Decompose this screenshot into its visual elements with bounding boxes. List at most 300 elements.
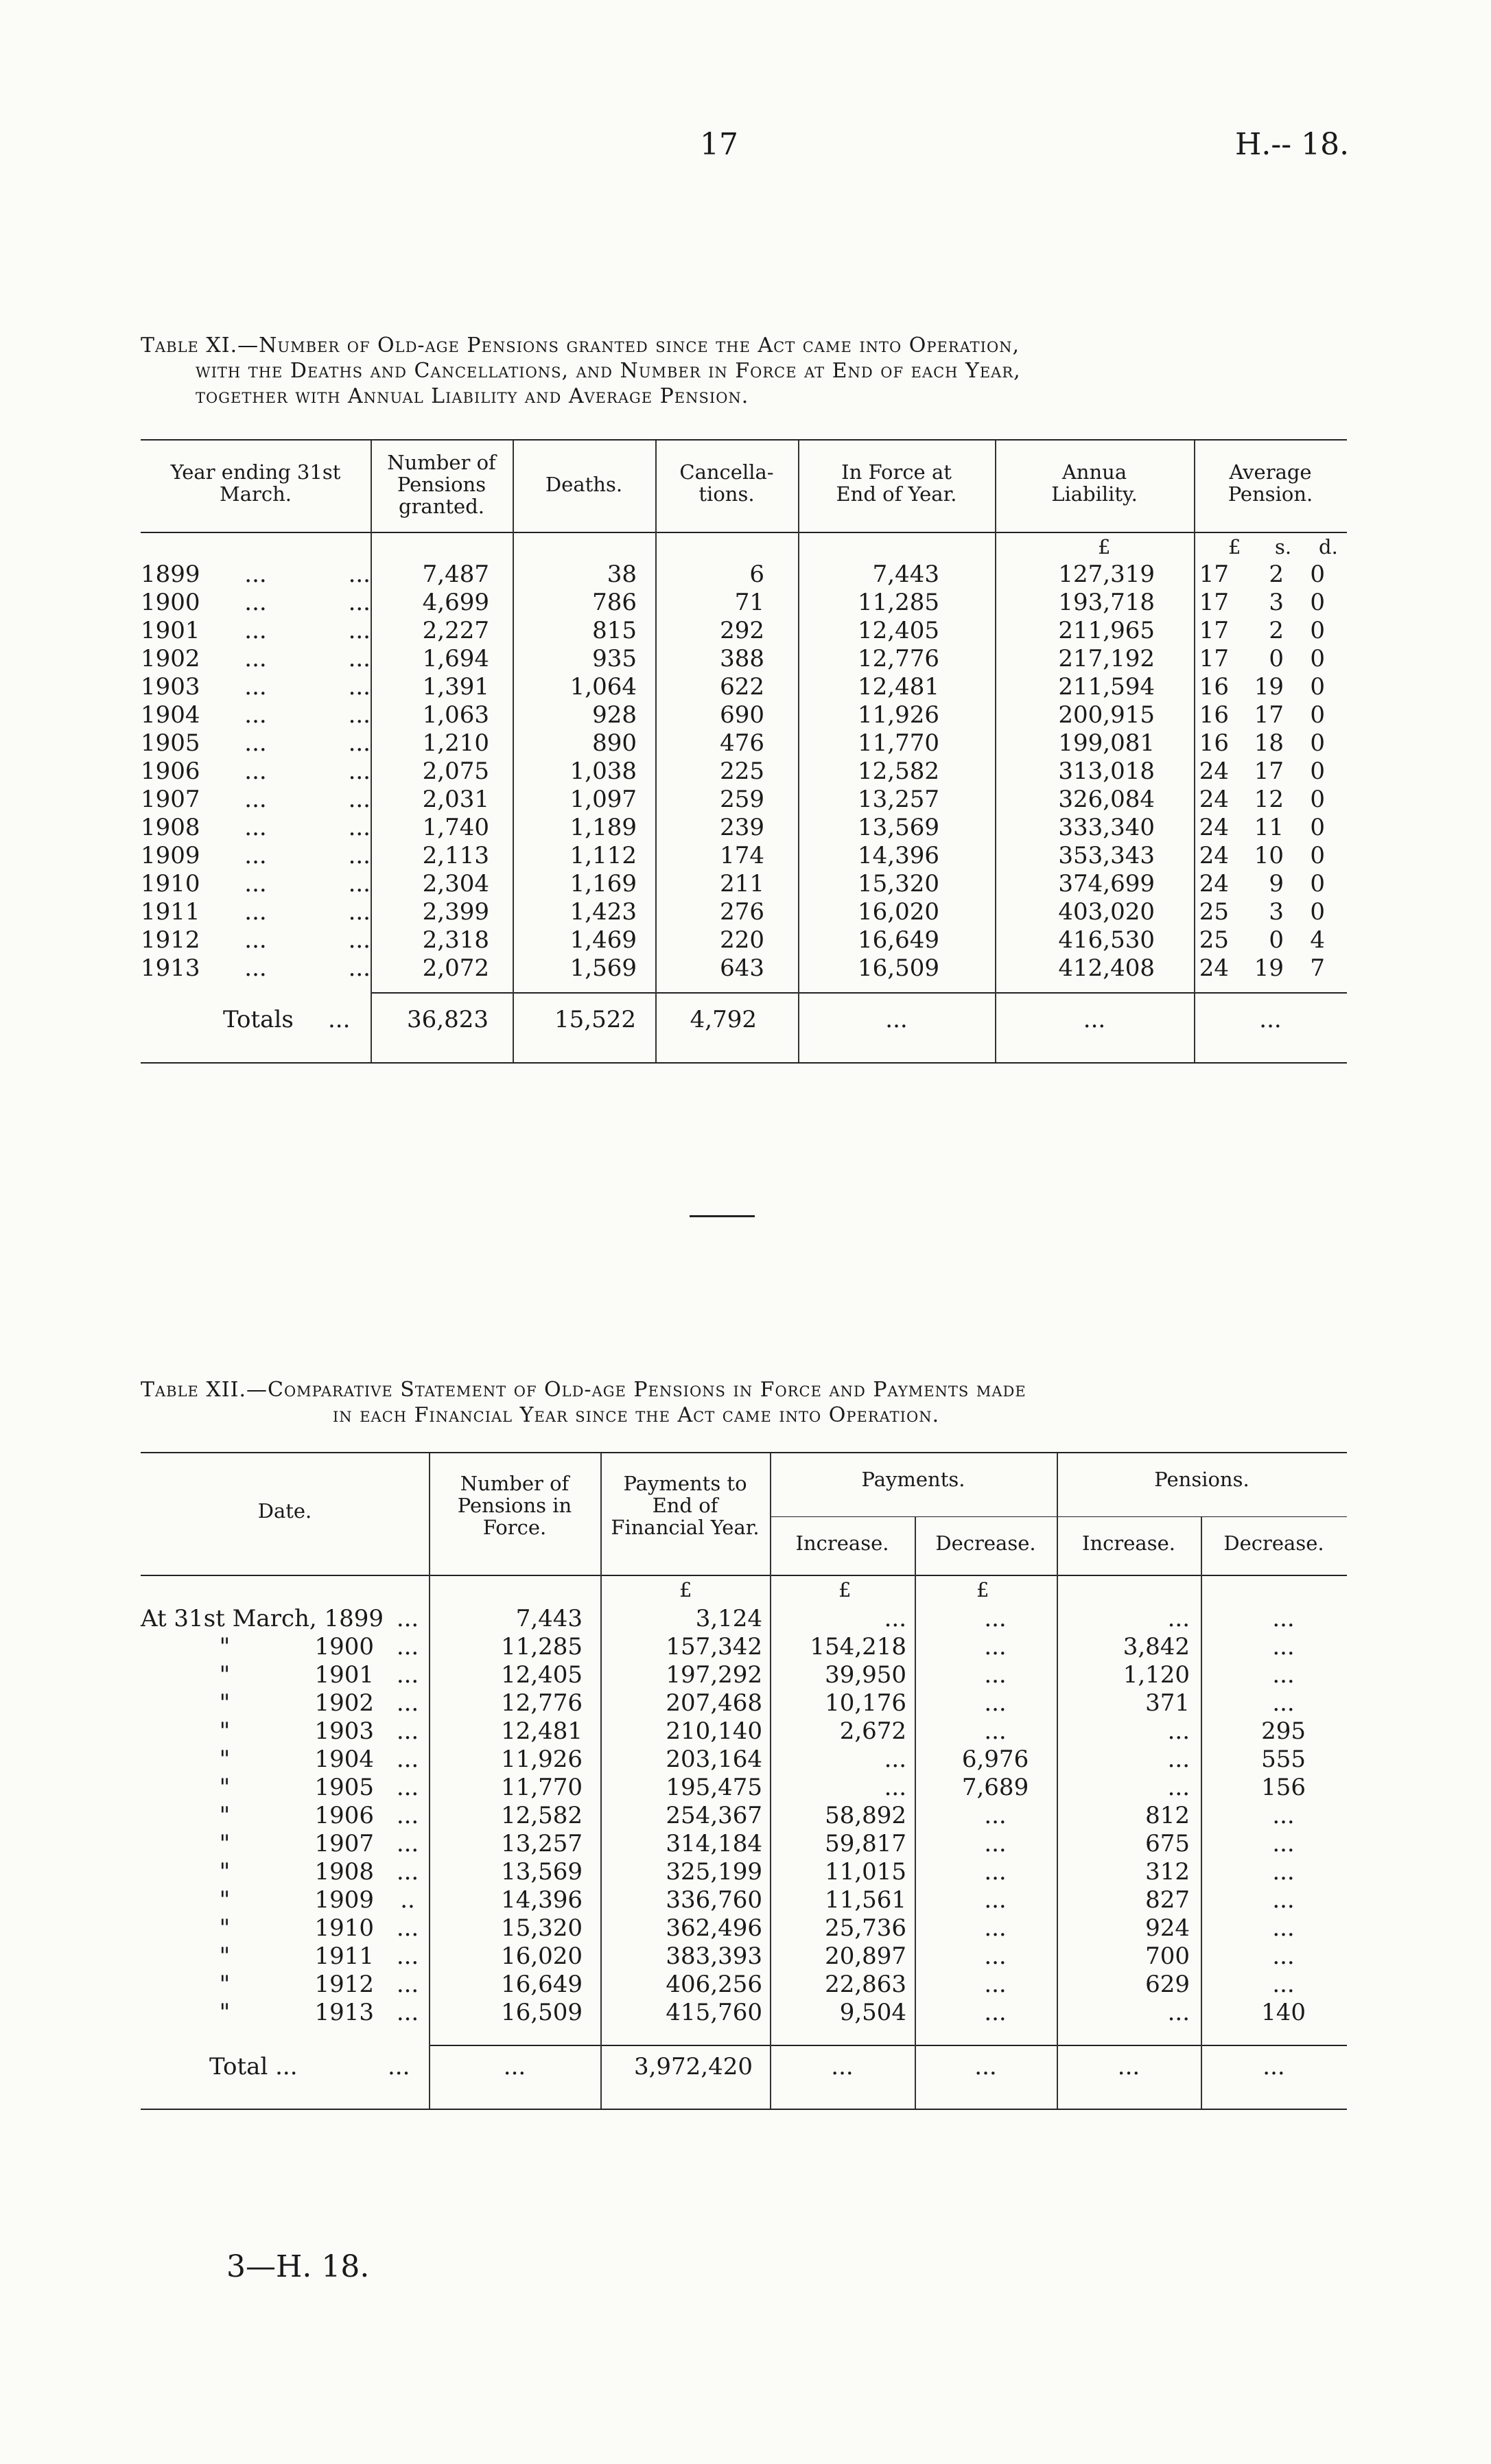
- table-12-spacer: [762, 1773, 779, 1801]
- table-11-cell-cancellations: 622: [720, 672, 764, 701]
- table-11-spacer: [1155, 672, 1195, 701]
- table-11-cell-shillings: 17: [1254, 757, 1284, 785]
- table-11-header-year: Year ending 31st March.: [170, 460, 341, 506]
- table-12-cell-year: 1910: [314, 1914, 374, 1942]
- table-12-cell-pay-inc: 2,672: [839, 1717, 907, 1745]
- table-12-cell-year: 1901: [314, 1661, 374, 1689]
- table-12-spacer: [1190, 1661, 1210, 1689]
- table-11-cell-pounds: 17: [1199, 616, 1229, 644]
- table-12-spacer: [583, 1886, 610, 1914]
- table-12-cell-dots: ...: [396, 1745, 419, 1773]
- table-12-spacer: [1190, 1689, 1210, 1717]
- table-11-row: [141, 785, 1325, 813]
- table-11-header-liability: Annua Liability.: [1051, 460, 1138, 506]
- table-11-spacer: [764, 897, 799, 926]
- table-11-spacer: [764, 672, 799, 701]
- table-11-spacer: [489, 841, 513, 869]
- table-12-cell-pay-dec: ...: [984, 1942, 1007, 1970]
- table-12-row: [141, 1661, 1357, 1689]
- table-12-cell-payments: 195,475: [666, 1773, 763, 1801]
- table-11-cell-cancellations: 211: [720, 869, 764, 897]
- table-11-cell-shillings: 12: [1254, 785, 1284, 813]
- table-11-top-rule: [141, 439, 1347, 441]
- table-11-caption-line-1: Table XI.—Number of Old-age Pensions granted since the Act came into Operation,: [141, 333, 1020, 357]
- table-12-cell-pen-inc: 924: [1145, 1914, 1190, 1942]
- table-12-spacer: [583, 1998, 610, 2026]
- table-12-spacer: [906, 1632, 924, 1661]
- table-12-spacer: [1190, 1914, 1210, 1942]
- table-11-spacer: [637, 616, 656, 644]
- table-11-spacer: [1229, 785, 1244, 813]
- table-11-cell-shillings: 3: [1269, 588, 1284, 616]
- table-11-total-average: ...: [1259, 1006, 1282, 1033]
- table-12-spacer: [432, 1604, 438, 1632]
- table-12-cell-pay-dec: ...: [984, 1717, 1007, 1745]
- table-12-spacer: [1190, 1745, 1210, 1773]
- table-12-cell-year: 1907: [314, 1829, 374, 1857]
- table-12-cell-payments: 314,184: [666, 1829, 763, 1857]
- table-11-total-granted: 36,823: [407, 1006, 489, 1033]
- table-11-cell-granted: 2,031: [422, 785, 489, 813]
- table-12-cell-year: 1904: [314, 1745, 374, 1773]
- table-11-cell-liability: 374,699: [1058, 869, 1155, 897]
- table-12-cell-pen-dec: ...: [1272, 1829, 1295, 1857]
- table-12-spacer: [583, 1970, 610, 1998]
- table-12-spacer: [1190, 1717, 1210, 1745]
- table-11-spacer: [764, 644, 799, 672]
- table-12-cell-date: [141, 1801, 384, 1829]
- table-11-cell-deaths: 1,064: [570, 672, 637, 701]
- table-11-cell-dots1: ...: [244, 954, 267, 982]
- table-11-unit-shillings: s.: [1275, 535, 1292, 559]
- table-12-unit-decrease: £: [976, 1578, 989, 1601]
- table-11-cell-year: 1906: [141, 757, 200, 785]
- table-11-cell-dots2: ...: [348, 560, 371, 588]
- table-11-spacer: [489, 785, 513, 813]
- table-11-spacer: [1155, 701, 1195, 729]
- table-12-spacer: [1190, 1886, 1210, 1914]
- table-11-spacer: [489, 926, 513, 954]
- table-11-spacer: [939, 897, 996, 926]
- table-11-cell-dots2: ...: [348, 813, 371, 841]
- table-12-spacer: [762, 1857, 779, 1886]
- table-11-spacer: [939, 785, 996, 813]
- table-11-cell-pence: 0: [1310, 785, 1325, 813]
- table-11-spacer: [637, 841, 656, 869]
- table-12-spacer: [906, 1604, 924, 1632]
- table-12-cell-year: 1905: [314, 1773, 374, 1801]
- table-12-cell-pen-inc: 1,120: [1123, 1661, 1190, 1689]
- table-11-spacer: [939, 588, 996, 616]
- table-11-spacer: [1284, 560, 1298, 588]
- table-11-spacer: [1155, 954, 1195, 982]
- table-12-spacer: [1190, 1942, 1210, 1970]
- table-11-cell-deaths: 1,423: [570, 897, 637, 926]
- table-11-spacer: [1229, 813, 1244, 841]
- table-11-row: [141, 926, 1325, 954]
- table-12-spacer: [583, 1829, 610, 1857]
- table-11-cell-pence: 4: [1310, 926, 1325, 954]
- table-12-row: [141, 1717, 1357, 1745]
- table-12-cell-dots: ...: [396, 1717, 419, 1745]
- table-12-cell-pen-inc: 312: [1145, 1857, 1190, 1886]
- table-12-cell-date: [141, 1689, 384, 1717]
- table-12-spacer: [906, 1914, 924, 1942]
- table-12-cell-date: [141, 1914, 384, 1942]
- table-12-spacer: [762, 1604, 779, 1632]
- table-11-spacer: [489, 869, 513, 897]
- table-11-cell-deaths: 1,112: [570, 841, 637, 869]
- table-11-cell-dots2: ...: [348, 672, 371, 701]
- table-11-spacer: [637, 954, 656, 982]
- table-12-spacer: [906, 1998, 924, 2026]
- table-11-cell-dots2: ...: [348, 644, 371, 672]
- table-12-cell-dots: ...: [396, 1604, 419, 1632]
- table-11-row: [141, 644, 1325, 672]
- table-12-spacer: [762, 1717, 779, 1745]
- table-11-cell-dots1: ...: [244, 813, 267, 841]
- table-12-spacer: [762, 1801, 779, 1829]
- table-11-cell-liability: 353,343: [1058, 841, 1155, 869]
- table-11-spacer: [1229, 616, 1244, 644]
- table-11-spacer: [637, 785, 656, 813]
- table-11-spacer: [764, 757, 799, 785]
- table-11-cell-in-force: 11,285: [858, 588, 939, 616]
- table-12-row: [141, 1632, 1357, 1661]
- table-12-spacer: [1190, 1773, 1210, 1801]
- table-11-spacer: [939, 729, 996, 757]
- table-11-spacer: [489, 616, 513, 644]
- table-11-cell-deaths: 1,189: [570, 813, 637, 841]
- table-11-total-deaths: 15,522: [554, 1006, 636, 1033]
- table-11-spacer: [939, 644, 996, 672]
- table-11-spacer: [939, 616, 996, 644]
- table-12-cell-in-force: 16,509: [501, 1998, 583, 2026]
- table-11-cell-liability: 326,084: [1058, 785, 1155, 813]
- table-12-cell-pen-dec: ...: [1272, 1970, 1295, 1998]
- table-11-cell-pence: 0: [1310, 841, 1325, 869]
- table-12-cell-pay-dec: 6,976: [961, 1745, 1029, 1773]
- table-12-cell-year: 1911: [314, 1942, 374, 1970]
- table-12-cell-dots: ...: [396, 1942, 419, 1970]
- table-11-cell-pence: 7: [1310, 954, 1325, 982]
- table-12-spacer: [432, 1886, 438, 1914]
- table-11-total-liability: ...: [1083, 1006, 1106, 1033]
- table-12-spacer: [906, 1801, 924, 1829]
- table-12-cell-year: 1908: [314, 1857, 374, 1886]
- table-11-spacer: [1155, 588, 1195, 616]
- table-12-spacer: [583, 1717, 610, 1745]
- table-11-spacer: [939, 560, 996, 588]
- table-12-cell-pen-dec: ...: [1272, 1801, 1295, 1829]
- table-11-cell-shillings: 10: [1254, 841, 1284, 869]
- table-11-spacer: [1284, 588, 1298, 616]
- table-11-cell-cancellations: 276: [720, 897, 764, 926]
- table-11-cell-dots1: ...: [244, 729, 267, 757]
- table-11-cell-granted: 1,063: [422, 701, 489, 729]
- table-11-spacer: [1284, 926, 1298, 954]
- table-11-header-cancellations: Cancella- tions.: [679, 460, 774, 506]
- table-11-cell-deaths: 1,097: [570, 785, 637, 813]
- table-12-cell-date: [141, 1717, 384, 1745]
- table-11-cell-shillings: 3: [1269, 897, 1284, 926]
- table-11-cell-dots2: ...: [348, 616, 371, 644]
- table-11-cell-in-force: 15,320: [858, 869, 939, 897]
- ditto-mark: ": [219, 1970, 231, 1998]
- table-12-spacer: [906, 1886, 924, 1914]
- table-12-cell-payments: 383,393: [666, 1942, 763, 1970]
- table-12-spacer: [432, 1632, 438, 1661]
- table-11-spacer: [764, 729, 799, 757]
- table-12-header-payments-group: Payments.: [861, 1468, 965, 1491]
- table-11-spacer: [939, 813, 996, 841]
- table-12-cell-pen-dec: 295: [1261, 1717, 1306, 1745]
- table-12-cell-in-force: 14,396: [501, 1886, 583, 1914]
- table-11-spacer: [1155, 926, 1195, 954]
- table-11-cell-cancellations: 239: [720, 813, 764, 841]
- table-11-cell-cancellations: 476: [720, 729, 764, 757]
- table-12-totals-label-dots: ...: [388, 2053, 410, 2080]
- table-12-cell-in-force: 11,770: [501, 1773, 583, 1801]
- table-11-spacer: [764, 616, 799, 644]
- table-11-cell-dots1: ...: [244, 869, 267, 897]
- table-12-spacer: [583, 1857, 610, 1886]
- table-12-row: [141, 1801, 1357, 1829]
- table-12-cell-pen-dec: ...: [1272, 1604, 1295, 1632]
- table-12-cell-pay-dec: ...: [984, 1886, 1007, 1914]
- table-12-spacer: [432, 1661, 438, 1689]
- table-12-cell-date: [141, 1886, 384, 1914]
- table-11-cell-pounds: 17: [1199, 588, 1229, 616]
- table-12-row: [141, 1829, 1357, 1857]
- table-12-cell-in-force: 12,582: [501, 1801, 583, 1829]
- table-11-cell-in-force: 12,776: [858, 644, 939, 672]
- table-11-spacer: [1229, 897, 1244, 926]
- table-12-total-payments-decrease: ...: [974, 2053, 997, 2080]
- table-11-cell-granted: 2,227: [422, 616, 489, 644]
- table-12-cell-date: [141, 1970, 384, 1998]
- table-12-cell-in-force: 11,926: [501, 1745, 583, 1773]
- table-11-cell-granted: 2,075: [422, 757, 489, 785]
- table-11-spacer: [1229, 926, 1244, 954]
- table-11-spacer: [1284, 897, 1298, 926]
- table-12-cell-payments: 325,199: [666, 1857, 763, 1886]
- table-12-header-payments-increase: Increase.: [795, 1532, 889, 1555]
- table-12-cell-pay-dec: 7,689: [961, 1773, 1029, 1801]
- table-11-spacer: [939, 701, 996, 729]
- table-11-cell-liability: 313,018: [1058, 757, 1155, 785]
- table-11-spacer: [939, 869, 996, 897]
- table-11-cell-granted: 1,391: [422, 672, 489, 701]
- table-12-cell-pay-inc: 154,218: [810, 1632, 907, 1661]
- table-11-cell-dots1: ...: [244, 897, 267, 926]
- table-12-header-payments-decrease: Decrease.: [935, 1532, 1036, 1555]
- table-11-cell-in-force: 16,649: [858, 926, 939, 954]
- table-11-spacer: [637, 897, 656, 926]
- table-12-total-payments-increase: ...: [831, 2053, 854, 2080]
- table-11-cell-dots2: ...: [348, 897, 371, 926]
- table-12-cell-date: [141, 1745, 384, 1773]
- table-11-spacer: [1155, 869, 1195, 897]
- table-11-caption: [141, 333, 1348, 409]
- table-12-cell-pen-inc: 827: [1145, 1886, 1190, 1914]
- table-11-cell-pounds: 25: [1199, 897, 1229, 926]
- table-12-cell-pen-dec: ...: [1272, 1857, 1295, 1886]
- table-11-cell-pounds: 16: [1199, 729, 1229, 757]
- table-12-spacer: [906, 1689, 924, 1717]
- table-12-spacer: [432, 1801, 438, 1829]
- table-12-spacer: [583, 1632, 610, 1661]
- table-11-cell-year: 1909: [141, 841, 200, 869]
- table-12-cell-pen-dec: ...: [1272, 1689, 1295, 1717]
- table-11-spacer: [1155, 560, 1195, 588]
- table-12-cell-payments: 406,256: [666, 1970, 763, 1998]
- ditto-mark: ": [219, 1886, 231, 1914]
- table-12-cell-dots: ...: [396, 1857, 419, 1886]
- table-12-cell-pen-inc: 629: [1145, 1970, 1190, 1998]
- table-11-cell-dots2: ...: [348, 757, 371, 785]
- table-11-cell-shillings: 17: [1254, 701, 1284, 729]
- table-11-cell-granted: 1,210: [422, 729, 489, 757]
- table-12-cell-dots: ...: [396, 1773, 419, 1801]
- table-11-cell-year: 1899: [141, 560, 200, 588]
- table-11-cell-granted: 2,304: [422, 869, 489, 897]
- table-11-cell-shillings: 19: [1254, 672, 1284, 701]
- table-12-cell-payments: 210,140: [666, 1717, 763, 1745]
- table-11-row: [141, 813, 1325, 841]
- table-12-spacer: [762, 1661, 779, 1689]
- table-11-cell-deaths: 1,038: [570, 757, 637, 785]
- table-12-caption-line-2: in each Financial Year since the Act came into Operation.: [333, 1403, 940, 1427]
- table-12-spacer: [432, 1914, 438, 1942]
- table-11-cell-liability: 333,340: [1058, 813, 1155, 841]
- table-11-unit-pence: d.: [1319, 535, 1338, 559]
- table-12-cell-payments: 207,468: [666, 1689, 763, 1717]
- ditto-mark: ": [219, 1914, 231, 1942]
- table-12-cell-date: [141, 1857, 384, 1886]
- table-11-body: [141, 560, 1325, 982]
- table-11-cell-in-force: 7,443: [872, 560, 939, 588]
- table-11-cell-dots2: ...: [348, 588, 371, 616]
- table-12-cell-pay-inc: 25,736: [825, 1914, 907, 1942]
- table-12-spacer: [1190, 1604, 1210, 1632]
- table-12-cell-pay-dec: ...: [984, 1970, 1007, 1998]
- ditto-mark: ": [219, 1829, 231, 1857]
- table-12-spacer: [432, 1717, 438, 1745]
- table-11-spacer: [489, 813, 513, 841]
- table-11-row: [141, 869, 1325, 897]
- table-12-spacer: [1190, 1970, 1210, 1998]
- table-11-cell-dots1: ...: [244, 841, 267, 869]
- table-11-cell-granted: 1,694: [422, 644, 489, 672]
- table-11-spacer: [1284, 701, 1298, 729]
- table-11-cell-dots1: ...: [244, 588, 267, 616]
- table-12-cell-date: [141, 1829, 384, 1857]
- table-11-cell-year: 1908: [141, 813, 200, 841]
- table-11-spacer: [1284, 616, 1298, 644]
- table-11-spacer: [764, 588, 799, 616]
- table-11-cell-dots2: ...: [348, 841, 371, 869]
- table-11-spacer: [489, 672, 513, 701]
- ditto-mark: ": [219, 1717, 231, 1745]
- table-12-row: [141, 1689, 1357, 1717]
- table-12-cell-pay-dec: ...: [984, 1998, 1007, 2026]
- table-12-cell-date: [141, 1773, 384, 1801]
- table-12-cell-pen-inc: 675: [1145, 1829, 1190, 1857]
- document-reference: H.-- 18.: [1235, 127, 1350, 162]
- table-11-cell-in-force: 16,020: [858, 897, 939, 926]
- table-12-cell-pay-inc: 20,897: [825, 1942, 907, 1970]
- table-11-cell-shillings: 19: [1254, 954, 1284, 982]
- table-11-total-in-force: ...: [885, 1006, 908, 1033]
- table-11-cell-shillings: 18: [1254, 729, 1284, 757]
- table-12-row: [141, 1942, 1357, 1970]
- table-12-cell-year: 1909: [314, 1886, 374, 1914]
- table-11-spacer: [489, 757, 513, 785]
- table-12-cell-year: 1906: [314, 1801, 374, 1829]
- table-11-spacer: [637, 729, 656, 757]
- table-12-spacer: [583, 1745, 610, 1773]
- table-11-spacer: [1229, 644, 1244, 672]
- table-12-cell-date: [141, 1661, 384, 1689]
- table-11-spacer: [764, 560, 799, 588]
- table-11-spacer: [1229, 672, 1244, 701]
- table-11-spacer: [764, 841, 799, 869]
- table-11-cell-pounds: 16: [1199, 672, 1229, 701]
- table-11-cell-liability: 217,192: [1058, 644, 1155, 672]
- table-12-spacer: [432, 1998, 438, 2026]
- table-12-cell-dots: ...: [396, 1829, 419, 1857]
- table-11-cell-dots2: ...: [348, 954, 371, 982]
- table-12-spacer: [762, 1886, 779, 1914]
- table-12-cell-year: 1902: [314, 1689, 374, 1717]
- table-11-spacer: [1284, 813, 1298, 841]
- table-12-cell-date: At 31st March, 1899: [141, 1604, 384, 1632]
- table-11-cell-dots1: ...: [244, 701, 267, 729]
- table-11-spacer: [1284, 841, 1298, 869]
- table-12-spacer: [1190, 1801, 1210, 1829]
- table-11-spacer: [1155, 729, 1195, 757]
- table-12-cell-date: [141, 1942, 384, 1970]
- table-11-cell-pounds: 24: [1199, 785, 1229, 813]
- table-11-cell-granted: 1,740: [422, 813, 489, 841]
- table-12-spacer: [762, 1998, 779, 2026]
- table-11-spacer: [1229, 560, 1244, 588]
- table-11-cell-liability: 412,408: [1058, 954, 1155, 982]
- table-12-cell-payments: 415,760: [666, 1998, 763, 2026]
- table-11-row: [141, 672, 1325, 701]
- table-11-spacer: [489, 897, 513, 926]
- table-11-spacer: [1229, 841, 1244, 869]
- table-11-spacer: [1155, 644, 1195, 672]
- table-11-cell-pence: 0: [1310, 701, 1325, 729]
- table-11-cell-dots2: ...: [348, 701, 371, 729]
- table-12-cell-dots: ...: [396, 1801, 419, 1829]
- table-11-header-deaths: Deaths.: [545, 473, 623, 496]
- table-12-cell-in-force: 16,020: [501, 1942, 583, 1970]
- table-11-header-average: Average Pension.: [1228, 460, 1313, 506]
- table-11-spacer: [1229, 757, 1244, 785]
- table-11-cell-dots1: ...: [244, 616, 267, 644]
- table-12-row: [141, 1773, 1357, 1801]
- table-12-cell-pay-inc: 39,950: [825, 1661, 907, 1689]
- table-11-cell-granted: 2,072: [422, 954, 489, 982]
- table-12-body: [141, 1604, 1357, 2026]
- table-11-cell-dots1: ...: [244, 560, 267, 588]
- table-12-cell-pay-inc: ...: [884, 1773, 907, 1801]
- table-12-cell-in-force: 15,320: [501, 1914, 583, 1942]
- table-12-cell-pay-inc: 9,504: [839, 1998, 907, 2026]
